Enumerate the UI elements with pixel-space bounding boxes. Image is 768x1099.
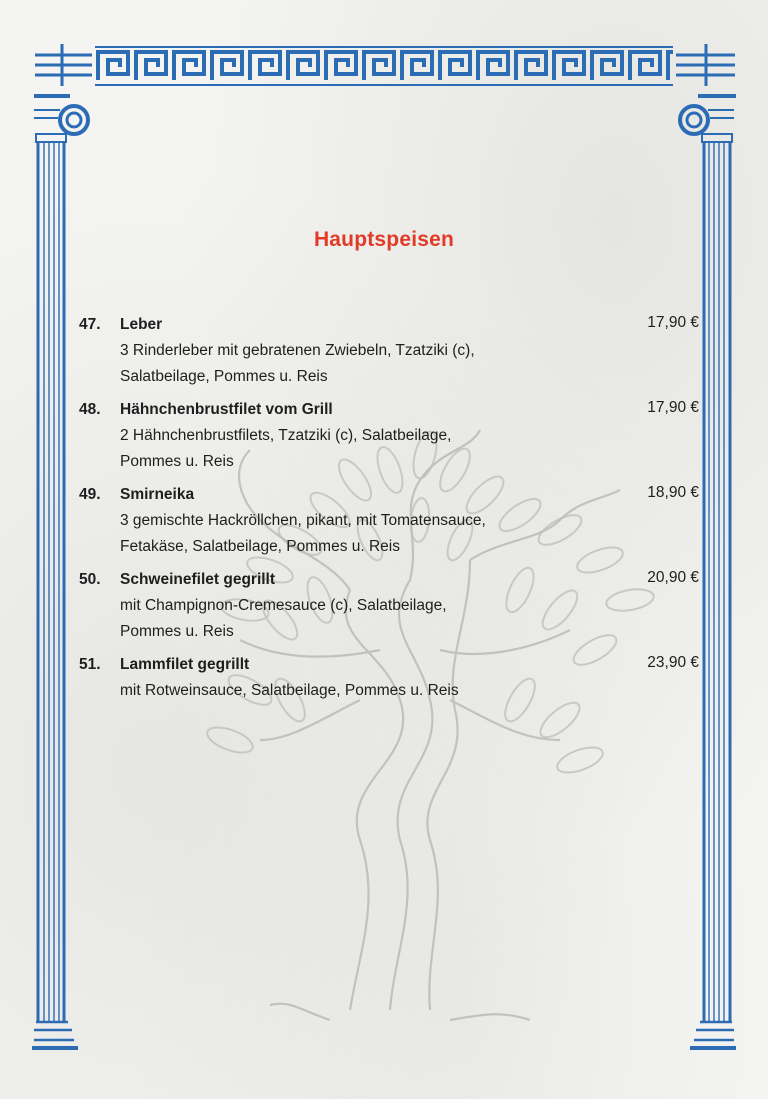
- item-description: [120, 423, 699, 475]
- item-price: 17,90 €: [647, 399, 699, 416]
- menu-item: [79, 312, 699, 390]
- item-number: 51.: [79, 656, 101, 673]
- item-price: 20,90 €: [647, 569, 699, 586]
- item-description: [120, 338, 699, 390]
- item-description-line: Pommes u. Reis: [120, 623, 234, 640]
- item-name: Leber: [120, 316, 163, 333]
- menu-item: [79, 397, 699, 475]
- page-title: Hauptspeisen: [313, 228, 455, 251]
- item-description-line: Pommes u. Reis: [120, 453, 234, 470]
- item-price: 18,90 €: [647, 484, 699, 501]
- item-description-line: mit Rotweinsauce, Salatbeilage, Pommes u. Reis: [120, 682, 459, 699]
- item-description: [120, 508, 699, 560]
- item-description: [120, 593, 699, 645]
- item-description-line: Salatbeilage, Pommes u. Reis: [120, 368, 328, 385]
- menu-item: [79, 567, 699, 645]
- menu-item: [79, 482, 699, 560]
- item-number: 48.: [79, 401, 101, 418]
- item-description-line: Fetakäse, Salatbeilage, Pommes u. Reis: [120, 538, 400, 555]
- item-price: 23,90 €: [647, 654, 699, 671]
- item-description-line: 2 Hähnchenbrustfilets, Tzatziki (c), Salatbeilage,: [120, 427, 452, 444]
- item-name: Lammfilet gegrillt: [120, 656, 250, 673]
- item-name: Smirneika: [120, 486, 195, 503]
- menu-item: [79, 652, 699, 704]
- item-description-line: 3 gemischte Hackröllchen, pikant, mit Tomatensauce,: [120, 512, 486, 529]
- item-name: Schweinefilet gegrillt: [120, 571, 276, 588]
- item-number: 50.: [79, 571, 101, 588]
- item-number: 47.: [79, 316, 101, 333]
- item-description-line: 3 Rinderleber mit gebratenen Zwiebeln, Tzatziki (c),: [120, 342, 475, 359]
- item-description: [120, 678, 699, 704]
- menu-list: [79, 312, 699, 711]
- item-price: 17,90 €: [647, 314, 699, 331]
- item-description-line: mit Champignon-Cremesauce (c), Salatbeilage,: [120, 597, 447, 614]
- item-name: Hähnchenbrustfilet vom Grill: [120, 401, 333, 418]
- item-number: 49.: [79, 486, 101, 503]
